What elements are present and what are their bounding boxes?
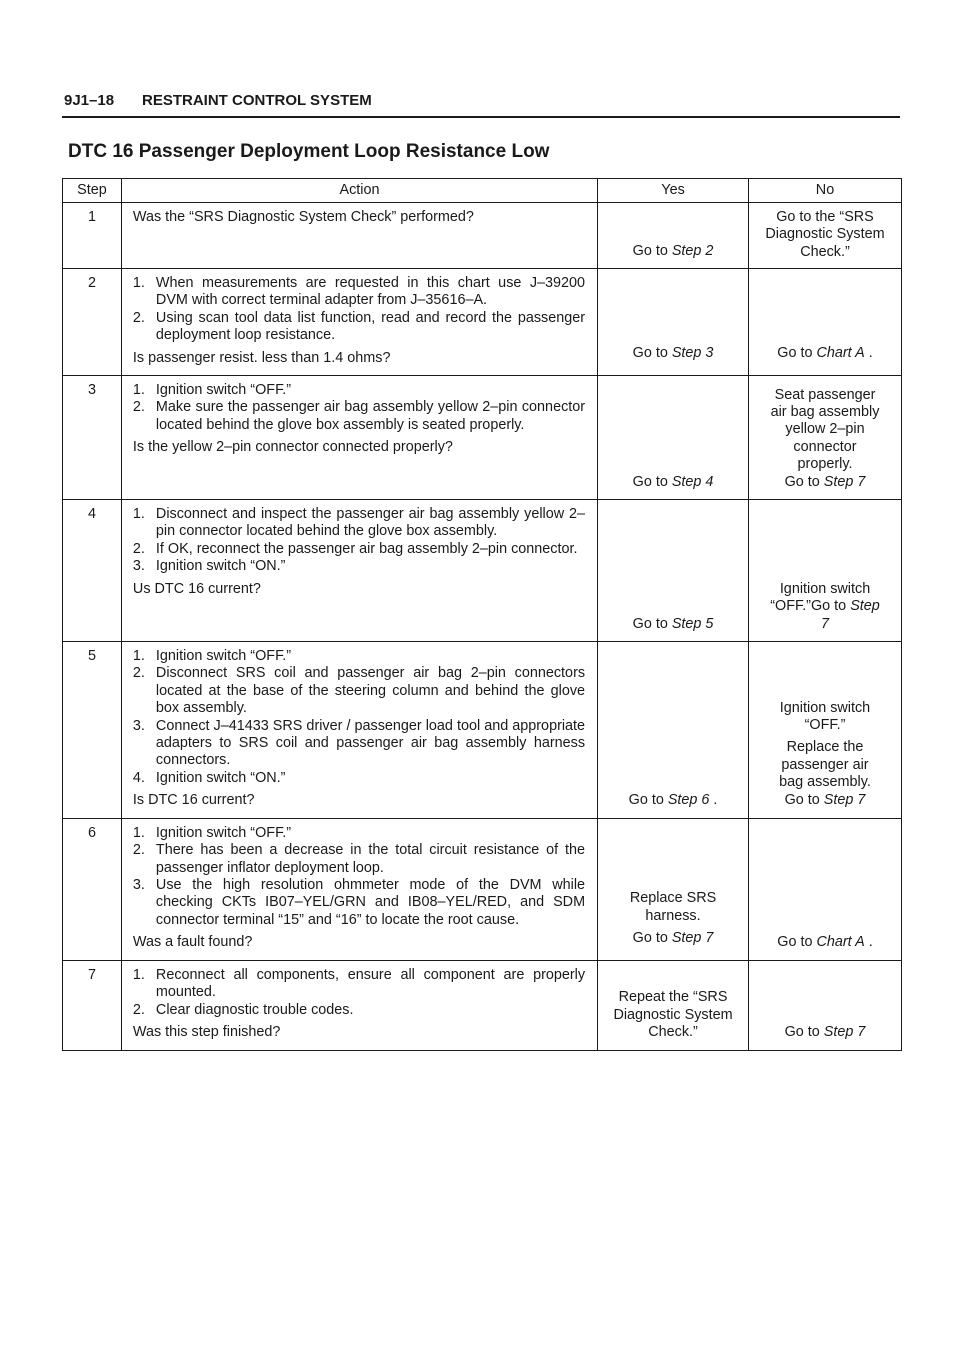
action-cell: [121, 203, 597, 269]
action-cell: [121, 960, 597, 1050]
action-item: 2. Clear diagnostic trouble codes.: [132, 1001, 354, 1018]
yes-cell: Go to Step 3: [598, 269, 749, 376]
step-number: 1: [63, 203, 122, 269]
section-title: RESTRAINT CONTROL SYSTEM: [142, 92, 372, 109]
no-link: Chart A: [816, 344, 865, 361]
step-number: 6: [63, 818, 122, 960]
no-cell: Go to Step 7: [749, 960, 902, 1050]
no-link: Step 7: [823, 473, 866, 490]
action-item: 1. Disconnect and inspect the passenger air bag assembly yellow 2–pin connector located behind the glove box assembly.: [132, 506, 586, 540]
yes-text: Replace SRS harness.: [629, 890, 717, 924]
action-item: 3. Connect J–41433 SRS driver / passenger load tool and appropriate adapters to SRS coil and passenger air bag assembly harness connectors.: [132, 717, 586, 769]
no-cell: Ignition switch “OFF.”Go to Step 7: [749, 500, 902, 642]
page-number: 9J1–18: [64, 92, 115, 109]
action-question: Was a fault found?: [132, 934, 253, 951]
no-link: Step 7: [823, 791, 866, 808]
yes-cell: [598, 960, 749, 1050]
yes-prefix: Go to: [632, 242, 668, 259]
diagnostic-table: [62, 178, 902, 1051]
action-question: Is passenger resist. less than 1.4 ohms?: [132, 349, 391, 366]
action-item: 2. Using scan tool data list function, read and record the passenger deployment loop resistance.: [132, 309, 586, 344]
action-item: 1. Ignition switch “OFF.”: [132, 648, 292, 665]
action-item: 3. Use the high resolution ohmmeter mode of the DVM while checking CKTs IB07–YEL/GRN and IB08–YEL/RED, and SDM connector terminal “15” and “16” to locate the root cause.: [132, 876, 586, 928]
no-cell: Seat passenger air bag assembly yellow 2–pin connector properly. Go to Step 7: [749, 376, 902, 500]
column-header-step: Step: [63, 179, 122, 203]
column-header-no: No: [749, 179, 902, 203]
action-cell: [121, 818, 597, 960]
no-cell: Go to Chart A .: [749, 818, 902, 960]
action-cell: [121, 376, 597, 500]
step-number: 7: [63, 960, 122, 1050]
action-cell: [121, 269, 597, 376]
no-cell: [749, 203, 902, 269]
no-text: Ignition switch “OFF.”: [779, 699, 871, 733]
no-text: Go to the “SRS Diagnostic System Check.”: [765, 209, 885, 260]
table-row: [63, 500, 902, 642]
action-item: 4. Ignition switch “ON.”: [132, 769, 286, 786]
yes-link: Step 6: [667, 791, 710, 808]
yes-cell: Go to Step 6 .: [598, 642, 749, 819]
no-cell: Go to Chart A .: [749, 269, 902, 376]
yes-cell: Go to Step 5: [598, 500, 749, 642]
no-link: Step: [850, 598, 880, 615]
action-question: Was this step finished?: [132, 1023, 281, 1040]
no-text: Ignition switch: [779, 580, 871, 597]
step-number: 3: [63, 376, 122, 500]
action-item: 3. Ignition switch “ON.”: [132, 558, 286, 575]
yes-cell: Replace SRS harness. Go to Step 7: [598, 818, 749, 960]
action-item: 1. Reconnect all components, ensure all component are properly mounted.: [132, 966, 586, 1001]
table-row: [63, 203, 902, 269]
action-item: 2. There has been a decrease in the total circuit resistance of the passenger inflator deployment loop.: [132, 842, 586, 876]
yes-link: Step 5: [671, 615, 714, 632]
step-number: 5: [63, 642, 122, 819]
action-item: 2. If OK, reconnect the passenger air bag assembly 2–pin connector.: [132, 540, 578, 557]
yes-text: Repeat the “SRS Diagnostic System Check.”: [613, 989, 733, 1041]
column-header-yes: Yes: [598, 179, 749, 203]
no-text: Seat passenger air bag assembly yellow 2–pin connector properly.: [770, 386, 880, 473]
yes-cell: [598, 203, 749, 269]
table-row: [63, 818, 902, 960]
step-number: 2: [63, 269, 122, 376]
action-item: 1. Ignition switch “OFF.”: [132, 824, 292, 841]
yes-cell: Go to Step 4: [598, 376, 749, 500]
column-header-action: Action: [121, 179, 597, 203]
action-cell: [121, 500, 597, 642]
action-item: 2. Make sure the passenger air bag assembly yellow 2–pin connector located behind the glove box assembly is seated properly.: [132, 399, 586, 433]
table-row: [63, 960, 902, 1050]
table-header-row: [63, 179, 902, 203]
table-row: [63, 642, 902, 819]
action-question: Was the “SRS Diagnostic System Check” performed?: [132, 209, 474, 225]
action-question: Us DTC 16 current?: [132, 580, 261, 597]
action-item: 1. Ignition switch “OFF.”: [132, 382, 292, 399]
no-link: Step 7: [823, 1024, 866, 1041]
yes-link: Step 2: [671, 242, 714, 259]
action-item: 2. Disconnect SRS coil and passenger air bag 2–pin connectors located at the base of the steering column and behind the glove box assembly.: [132, 665, 586, 717]
no-text: Replace the passenger air bag assembly.: [779, 739, 871, 791]
page-header: [62, 92, 900, 118]
action-question: Is the yellow 2–pin connector connected properly?: [132, 439, 453, 456]
yes-link: Step 4: [671, 473, 714, 490]
action-cell: [121, 642, 597, 819]
yes-link: Step 7: [671, 930, 714, 947]
no-cell: Ignition switch “OFF.” Replace the passenger air bag assembly. Go to Step 7: [749, 642, 902, 819]
action-item: 1. When measurements are requested in this chart use J–39200 DVM with correct terminal adapter from J–35616–A.: [132, 275, 586, 309]
action-question: Is DTC 16 current?: [132, 792, 255, 809]
table-row: [63, 269, 902, 376]
table-row: [63, 376, 902, 500]
yes-link: Step 3: [671, 344, 714, 361]
step-number: 4: [63, 500, 122, 642]
document-title: DTC 16 Passenger Deployment Loop Resistance Low: [68, 141, 550, 162]
no-link: Chart A: [816, 934, 865, 951]
